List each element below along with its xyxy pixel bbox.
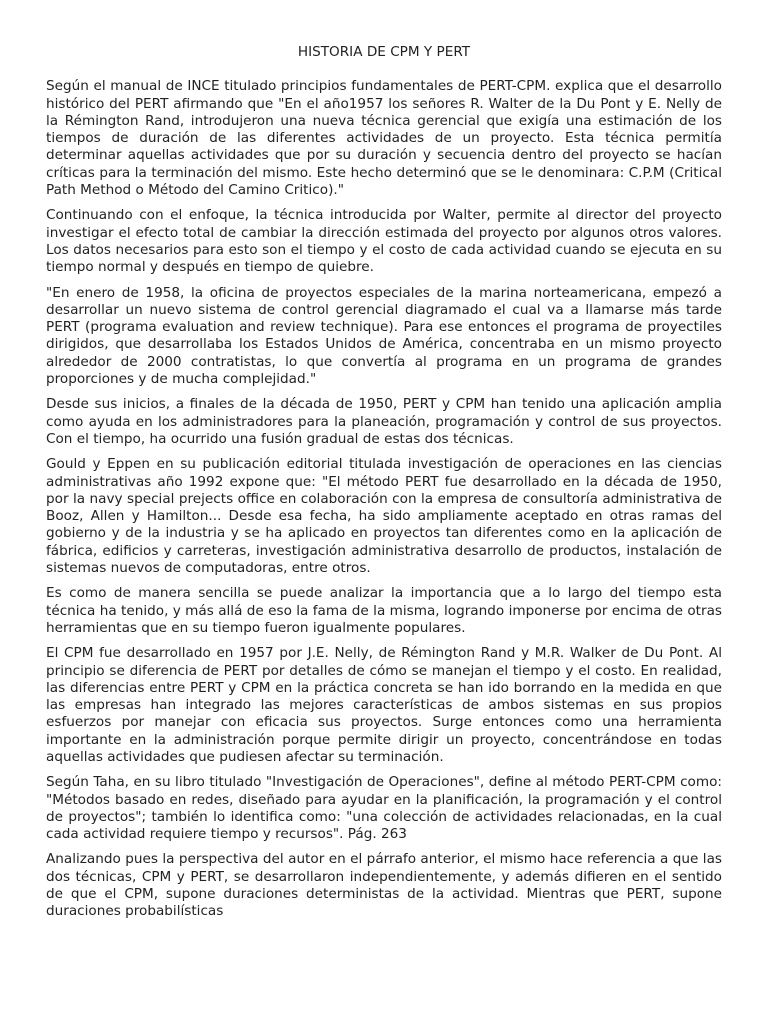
paragraph-1: Según el manual de INCE titulado principios fundamentales de PERT-CPM. explica que el desarrollo histórico del PERT afirmando que "En el año1957 los señores R. Walter de la Du Pont y E. Nelly de la Rémington Rand, introdujeron una nueva técnica gerencial que exigía una estimación de los tiempos de duración de las diferentes actividades de un proyecto. Esta técnica permitía determinar aquellas actividades que por su duración y secuencia dentro del proyecto se hacían críticas para la terminación del mismo. Este hecho determinó que se le denominara: C.P.M (Critical Path Method o Método del Camino Critico)." [46, 78, 722, 199]
paragraph-8: Según Taha, en su libro titulado "Investigación de Operaciones", define al método PERT-CPM como: "Métodos basado en redes, diseñado para ayudar en la planificación, la programación y el control de proyectos"; también lo identifica como: "una colección de actividades relacionadas, en la cual cada actividad requiere tiempo y recursos". Pág. 263 [46, 774, 722, 843]
paragraph-7: El CPM fue desarrollado en 1957 por J.E. Nelly, de Rémington Rand y M.R. Walker de Du Pont. Al principio se diferencia de PERT por detalles de cómo se manejan el tiempo y el costo. En realidad, las diferencias entre PERT y CPM en la práctica concreta se han ido borrando en la medida en que las empresas han integrado las mejores características de ambos sistemas en sus propios esfuerzos por manejar con eficacia sus proyectos. Surge entonces como una herramienta importante en la administración porque permite dirigir un proyecto, concentrándose en todas aquellas actividades que pudiesen afectar su terminación. [46, 645, 722, 765]
paragraph-6: Es como de manera sencilla se puede analizar la importancia que a lo largo del tiempo esta técnica ha tenido, y más allá de eso la fama de la misma, logrando imponerse por encima de otras herramientas que en su tiempo fueron igualmente populares. [46, 585, 722, 636]
document-page [46, 44, 722, 929]
paragraph-3: "En enero de 1958, la oficina de proyectos especiales de la marina norteamericana, empezó a desarrollar un nuevo sistema de control gerencial diagramado el cual va a llamarse más tarde PERT (programa evaluation and review technique). Para ese entonces el programa de proyectiles dirigidos, que desarrollaba los Estados Unidos de América, concentraba en un mismo proyecto alrededor de 2000 contratistas, lo que convertía al programa en un programa de grandes proporciones y de mucha complejidad." [46, 284, 722, 388]
paragraph-4: Desde sus inicios, a finales de la década de 1950, PERT y CPM han tenido una aplicación amplia como ayuda en los administradores para la planeación, programación y control de sus proyectos. Con el tiempo, ha ocurrido una fusión gradual de estas dos técnicas. [46, 396, 722, 447]
paragraph-5: Gould y Eppen en su publicación editorial titulada investigación de operaciones en las ciencias administrativas año 1992 expone que: "El método PERT fue desarrollado en la década de 1950, por la navy special prejects office en colaboración con la empresa de consultoría administrativa de Booz, Allen y Hamilton... Desde esa fecha, ha sido ampliamente aceptado en otras ramas del gobierno y de la industria y se ha aplicado en proyectos tan diferentes como en la aplicación de fábrica, edificios y carreteras, investigación administrativa desarrollo de productos, instalación de sistemas nuevos de computadoras, entre otros. [46, 456, 722, 577]
paragraph-9: Analizando pues la perspectiva del autor en el párrafo anterior, el mismo hace referencia a que las dos técnicas, CPM y PERT, se desarrollaron independientemente, y además difieren en el sentido de que el CPM, supone duraciones deterministas de la actividad. Mientras que PERT, supone duraciones probabilísticas [46, 851, 722, 920]
paragraph-2: Continuando con el enfoque, la técnica introducida por Walter, permite al director del proyecto investigar el efecto total de cambiar la dirección estimada del proyecto por algunos otros valores. Los datos necesarios para esto son el tiempo y el costo de cada actividad cuando se ejecuta en su tiempo normal y después en tiempo de quiebre. [46, 207, 722, 276]
document-title: HISTORIA DE CPM Y PERT [297, 44, 471, 60]
